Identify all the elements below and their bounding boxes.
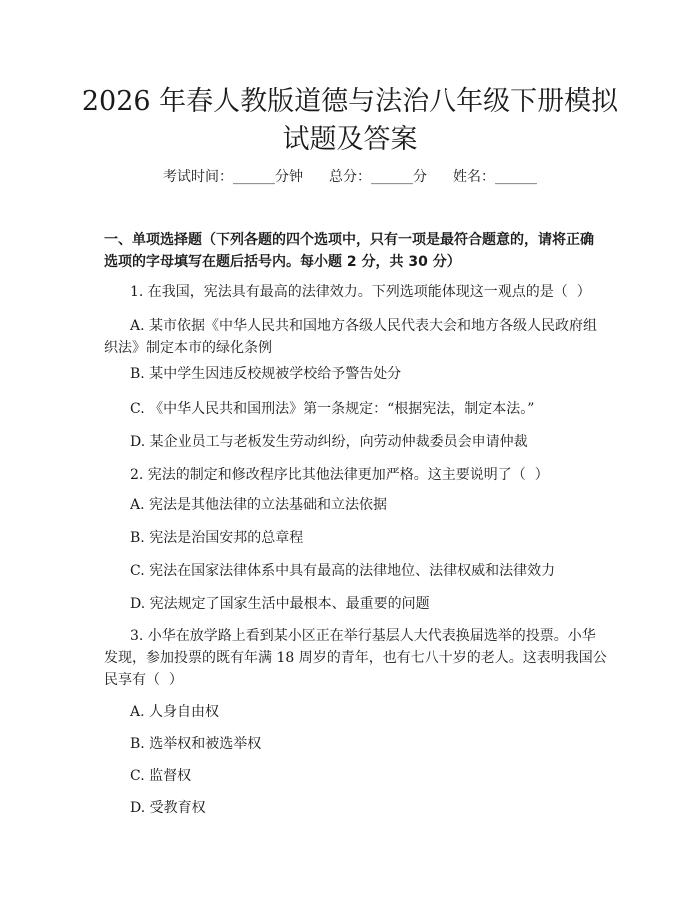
page-title-line2: 试题及答案	[282, 124, 418, 155]
question-2-option-d: D. 宪法规定了国家生活中最根本、最重要的问题	[130, 596, 430, 612]
exam-time: 考试时间：______分钟	[163, 169, 303, 185]
question-1-option-b: B. 某中学生因违反校规被学校给予警告处分	[130, 366, 402, 382]
question-1-option-a-cont: 织法》制定本市的绿化条例	[104, 340, 272, 356]
question-2-option-c: C. 宪法在国家法律体系中具有最高的法律地位、法律权威和法律效力	[130, 563, 556, 579]
exam-meta	[0, 166, 700, 188]
section-heading-line2: 选项的字母填写在题后括号内。每小题 2 分，共 30 分）	[104, 254, 461, 270]
question-1-stem: 1. 在我国，宪法具有最高的法律效力。下列选项能体现这一观点的是（ ）	[130, 284, 591, 300]
question-2-stem: 2. 宪法的制定和修改程序比其他法律更加严格。这主要说明了（ ）	[130, 467, 549, 483]
question-3-option-a: A. 人身自由权	[130, 704, 220, 720]
question-3-stem-line2: 发现，参加投票的既有年满 18 周岁的青年，也有七八十岁的老人。这表明我国公	[104, 650, 607, 666]
section-heading-line1: 一、单项选择题（下列各题的四个选项中，只有一项是最符合题意的，请将正确	[104, 232, 594, 248]
question-2-option-a: A. 宪法是其他法律的立法基础和立法依据	[130, 497, 388, 513]
page-title-line1: 2026 年春人教版道德与法治八年级下册模拟	[81, 86, 619, 117]
exam-score: 总分：______分	[329, 169, 427, 185]
question-3-option-d: D. 受教育权	[130, 800, 206, 816]
question-3-option-c: C. 监督权	[130, 768, 192, 784]
question-3-stem: 3. 小华在放学路上看到某小区正在举行基层人大代表换届选举的投票。小华	[130, 628, 596, 644]
question-1-option-c: C. 《中华人民共和国刑法》第一条规定：“根据宪法，制定本法。”	[130, 401, 535, 417]
question-2-option-b: B. 宪法是治国安邦的总章程	[130, 530, 304, 546]
question-3-option-b: B. 选举权和被选举权	[130, 736, 262, 752]
question-1-option-d: D. 某企业员工与老板发生劳动纠纷，向劳动仲裁委员会申请仲裁	[130, 434, 528, 450]
question-1-option-a: A. 某市依据《中华人民共和国地方各级人民代表大会和地方各级人民政府组	[130, 318, 598, 334]
question-3-stem-line3: 民享有（ ）	[104, 672, 183, 688]
student-name: 姓名：______	[453, 169, 537, 185]
